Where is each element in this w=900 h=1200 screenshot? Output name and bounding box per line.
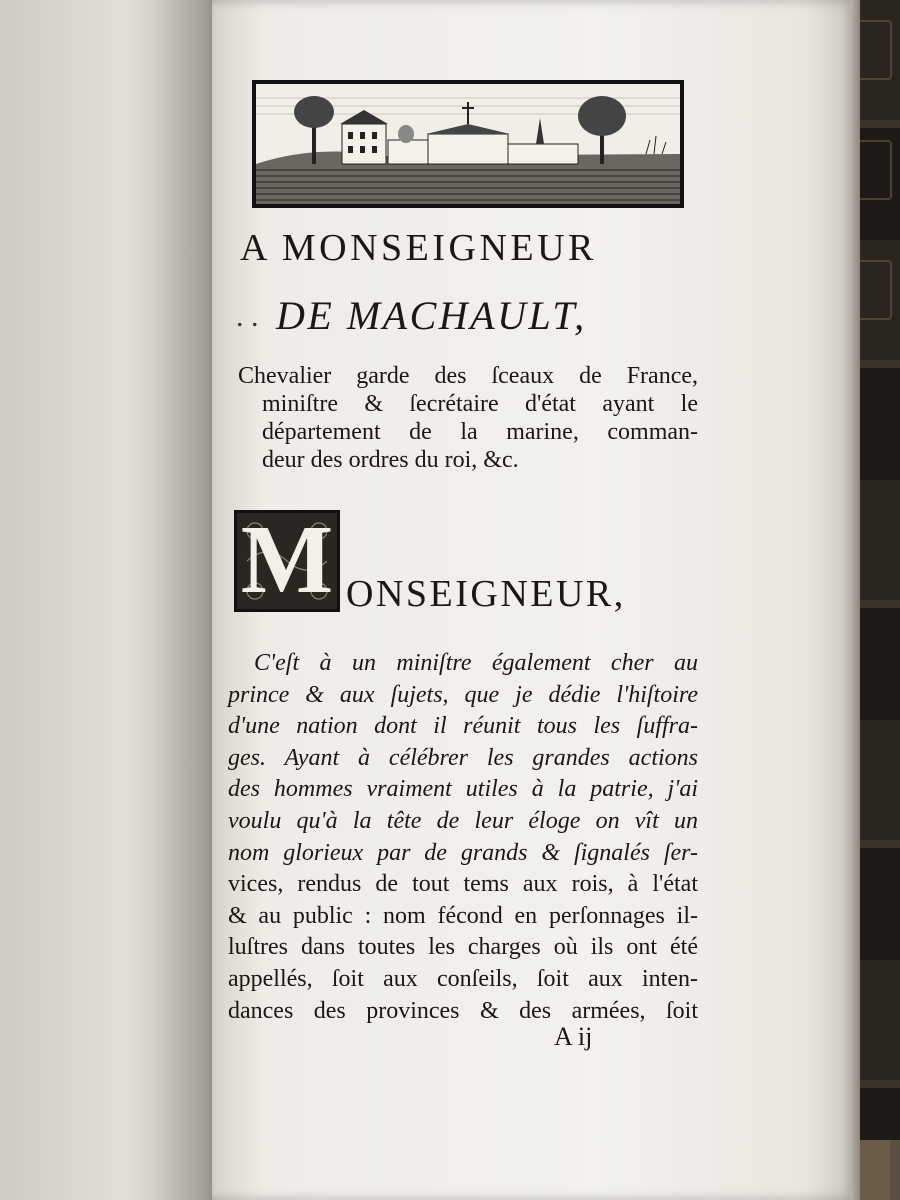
title-line: miniſtre & ſecrétaire d'état ayant le <box>262 391 698 417</box>
dedication-body <box>228 648 698 1027</box>
page-edge <box>850 0 860 1200</box>
title-line: deur des ordres du roi, &c. <box>262 447 519 473</box>
text-line: vices, rendus de tout tems aux rois, à l'état <box>228 871 698 898</box>
dropcap-letter: M <box>240 510 334 612</box>
woodcut-headpiece <box>252 80 684 208</box>
text-line: nom glorieux par de grands & ſignalés ſer- <box>228 839 698 866</box>
salutation: ONSEIGNEUR, <box>346 573 626 615</box>
ornamental-dropcap <box>234 510 340 612</box>
text-line: appellés, ſoit aux conſeils, ſoit aux inten- <box>228 965 698 992</box>
gutter-shadow <box>150 0 220 1200</box>
village-landscape-illustration <box>256 84 680 204</box>
margin-dots: . . <box>236 300 259 333</box>
text-line: ges. Ayant à célébrer les grandes actions <box>228 744 698 771</box>
title-line: Chevalier garde des ſceaux de France, <box>238 363 698 389</box>
text-line: dances des provinces & des armées, ſoit <box>228 997 698 1024</box>
text-line: voulu qu'à la tête de leur éloge on vît un <box>228 807 698 834</box>
text-line: prince & aux ſujets, que je dédie l'hiſtoire <box>228 681 698 708</box>
text-line: C'eſt à un miniſtre également cher au <box>254 650 698 676</box>
dedicatee-titles <box>238 362 698 474</box>
signature-mark: A ij <box>554 1022 593 1051</box>
text-line: luſtres dans toutes les charges où ils ont été <box>228 934 698 961</box>
dedicatee-name: DE MACHAULT, <box>276 293 587 338</box>
text-line: des hommes vraiment utiles à la patrie, j'ai <box>228 776 698 803</box>
text-line: d'une nation dont il réunit tous les ſuffra- <box>228 713 698 740</box>
dedication-heading: A MONSEIGNEUR <box>240 227 597 269</box>
title-line: département de la marine, comman- <box>262 419 698 445</box>
text-line: & au public : nom fécond en perſonnages il- <box>228 902 698 929</box>
